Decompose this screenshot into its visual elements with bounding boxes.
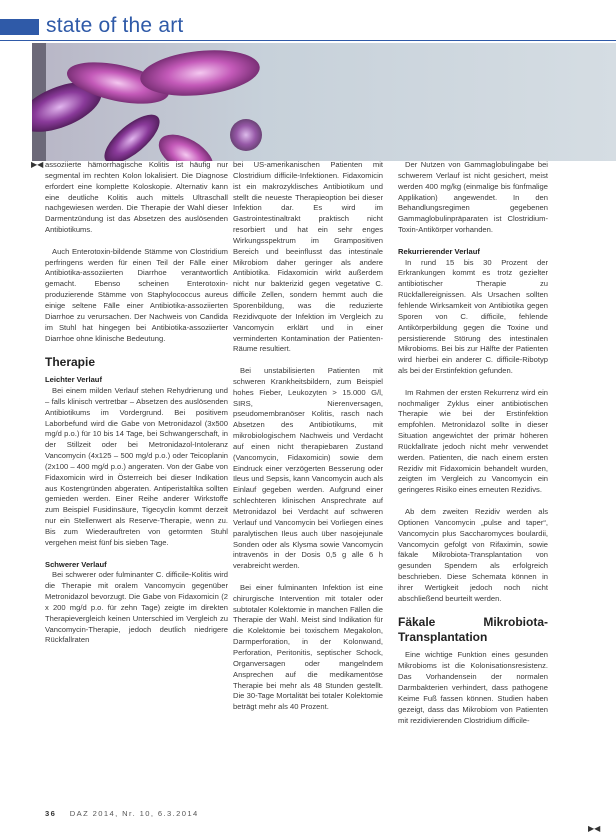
section-color-block bbox=[0, 19, 39, 35]
subheading: Rekurrierender Verlauf bbox=[398, 246, 480, 256]
section-title: state of the art bbox=[46, 14, 184, 37]
bacteria-image bbox=[32, 43, 616, 161]
text-column-3 bbox=[398, 160, 548, 726]
text-column-2 bbox=[233, 160, 383, 713]
article-start-marker: ▶◀ bbox=[31, 160, 44, 169]
paragraph: Bei einer fulminanten Infektion ist eine chirurgische Intervention mit totaler oder subtotaler Kolektomie in manchen Fällen die Therapie der Wahl. Meist sind Indikation für die Kolektomie bei toxischem Megakolon, Darmperforation, in der Kolonwand, Perforation, Peritonitis, septischer Schock, Organversagen oder mangelndem Ansprechen auf die medikamentöse Therapie bei mehr als 48 Stunden gestellt. Die 30-Tage Mortalität bei totaler Kolektomie beträgt mehr als 40 Prozent. bbox=[233, 582, 383, 712]
paragraph: Eine wichtige Funktion eines gesunden Mikrobioms ist die Kolonisationsresistenz. Das Vorhandensein der normalen Darmbakterien verhindert, dass pathogene Keime Fuß fassen können. Studien haben gezeigt, dass das Mikrobiom von Patienten mit rezidivierenden Clostridium difficile- bbox=[398, 650, 548, 725]
paragraph: Im Rahmen der ersten Rekurrenz wird ein nochmaliger Zyklus einer antibiotischen Therapie wie bei der Erstinfektion empfohlen. Metronidazol sollte in dieser Situation angewichtet der primär höheren Rückfallrate jedoch nicht mehr verwendet werden. Patienten, die nach einem ersten Rezidiv mit Fidaxomicin behandelt wurden, zeigten im Vergleich zu Vancomycin ein geringeres Risiko eines erneuten Rezidivs. bbox=[398, 387, 548, 495]
section-heading: Therapie bbox=[45, 355, 96, 370]
text-column-1 bbox=[45, 160, 228, 646]
paragraph: Auch Enterotoxin-bildende Stämme von Clostridium perfringens werden für einen Teil der Fälle einer Antibiotika-assoziierten Diarrhoe verantwortlich gemacht. Ebenso scheinen Enterotoxin-produzierende Stämme von Staphylococcus aureus einige seltene Fälle einer Antibiotika-assoziierten Diarrhoe zu verursachen. Der Nachweis von Candida im Stuhl hat hingegen bei Antibiotika-assoziierter Diarrhoe ohne klinische Bedeutung. bbox=[45, 246, 228, 343]
paragraph: Bei schwerer oder fulminanter C. difficile-Kolitis wird die Therapie mit oralem Vancomycin gegenüber Metronidazol bevorzugt. Die Gabe von Fidaxomicin (2 x 200 mg/d p.o. für zehn Tage) zeigte im direkten Therapievergleich keinen Unterschied im Vergleich zu Vancomycin-Therapie, jedoch deutlich niedrigere Rückfallraten bbox=[45, 570, 228, 645]
subheading: Leichter Verlauf bbox=[45, 375, 102, 385]
header-rule bbox=[0, 40, 616, 41]
bacteria-illustration bbox=[32, 43, 616, 161]
paragraph: In rund 15 bis 30 Prozent der Erkrankungen kommt es trotz gezielter antibiotischer Therapie zu Rückfallereignissen. Als Ursachen sollten fehlende Wirksamkeit von Antibiotika gegen Sporen von C. difficile, fehlende Antikörperbildung gegen die Toxine und persistierende Störung des intestinalen Mikrobioms. Bei bis zur Hälfte der Patienten wird hierbei ein anderer C. difficile-Ribotyp als bei der Erstinfektion gefunden. bbox=[398, 257, 548, 376]
page-number: 36 bbox=[45, 809, 57, 818]
subheading: Schwerer Verlauf bbox=[45, 559, 107, 569]
page-header bbox=[0, 0, 616, 44]
section-heading: Fäkale Mikrobiota-Transplantation bbox=[398, 615, 548, 645]
paragraph: Bei unstabilisierten Patienten mit schweren Krankheitsbildern, zum Beispiel hohes Fieber, Leukozyten > 15.000 G/l, SIRS, Nierenversagen, pseudomembranöser Kolitis, rasch nach Absetzen des Antibiotikums, mit mikrobiologischem Nachweis und Verdacht auf einen nicht therapiebaren Zustand (Vancomycin, Fidaxomicin) sowie dem Eindruck einer verzögerten Besserung oder Ileus und Sepsis, kann Vancomycin auch als Einlauf gegeben werden. Aufgrund einer schlechteren klinischen Ansprechrate auf Metronidazol bei Verdacht auf schweren Verlauf und Vancomycin bei Vorliegen eines paralytischen Ileus auch über nasojejunale Sonden oder als Klysma sowie Vancomycin intravenös in der Dosis 0,5 g alle 6 h verabreicht werden. bbox=[233, 366, 383, 571]
paragraph: assoziierte hämorrhagische Kolitis ist häufig nur segmental im rechten Kolon lokalisiert. Die Diagnose erfordert eine komplette Koloskopie. Alternativ kann eine deutliche Kolitis auch mittels Ultraschall nachgewiesen werden. Die Therapie der Wahl dieser Darmentzündung ist das Absetzen des auslösenden Antibiotikums. bbox=[45, 160, 228, 235]
page-footer bbox=[45, 809, 605, 821]
paragraph: Der Nutzen von Gammaglobulingabe bei schwerem Verlauf ist nicht gesichert, meist werden 400 mg/kg (einmalige bis fünfmalige Applikation) angewendet. In den Behandlungsregimen gegebenen Gammaglobulinpräparaten ist Clostridium-Toxin-Antikörper vorhanden. bbox=[398, 160, 548, 235]
paragraph: bei US-amerikanischen Patienten mit Clostridium difficile-Infektionen. Fidaxomicin ist ein makrozyklisches Antibiotikum und stellt die neueste Therapieoption bei dieser Infektion dar. Es wird im Gastrointestinaltrakt praktisch nicht resorbiert und hat ein sehr enges Wirkungsspektrum im Grampositiven Bereich und beeinflusst das intestinale Mikrobiom daher geringer als andere Antibiotika. Fidaxomicin wirkt außerdem nicht nur bakterizid gegen vegetative C. difficile Zellen, sondern hemmt auch die Sporenbildung, was die reduzierte Rezidivquote der Infektion im Vergleich zu Vancomycin erklärt und in einer verminderten Kontamination der Patienten-Räume resultiert. bbox=[233, 160, 383, 354]
continued-marker: ▶◀ bbox=[588, 824, 601, 833]
paragraph: Bei einem milden Verlauf stehen Rehydrierung und – falls klinisch vertretbar – Absetzen des auslösenden Antibiotikums im Vordergrund. Bei positivem Laborbefund wird die Gabe von Metronidazol (3x500 mg/d p.o.) für 10 bis 14 Tage, bei Schwangerschaft, in der Stillzeit oder bei Metronidazol-Intoleranz Vancomycin (4x125 – 500 mg/d p.o.) oder Teicoplanin (2x100 – 400 mg/d p.o.) angeraten. Von der Gabe von Fidaxomicin wird in Österreich bei dieser Indikation aus Kostengründen abgeraten. Antiperistaltika sollten gemieden werden. Einer Reihe anderer Wirkstoffe zum Beispiel Fusidinsäure, Tigecyclin kommt derzeit nur ein Stellenwert als Reserve-Therapie, wenn zu. Bis zum Wiederauftreten von getormten Stuhl vergehen meist fünf bis sieben Tage. bbox=[45, 386, 228, 547]
journal-issue: DAZ 2014, Nr. 10, 6.3.2014 bbox=[69, 809, 199, 818]
paragraph: Ab dem zweiten Rezidiv werden als Optionen Vancomycin „pulse and taper“, Vancomycin plus Saccharomyces boulardii, Vancomycin gefolgt von Rifaximin, sowie fäkale Mikrobiota-Transplantation von gesunden Spendern als erfolgreich beschrieben. Diese Schemata können in ihrer Wertigkeit jedoch noch nicht abschließend beurteilt werden. bbox=[398, 507, 548, 603]
